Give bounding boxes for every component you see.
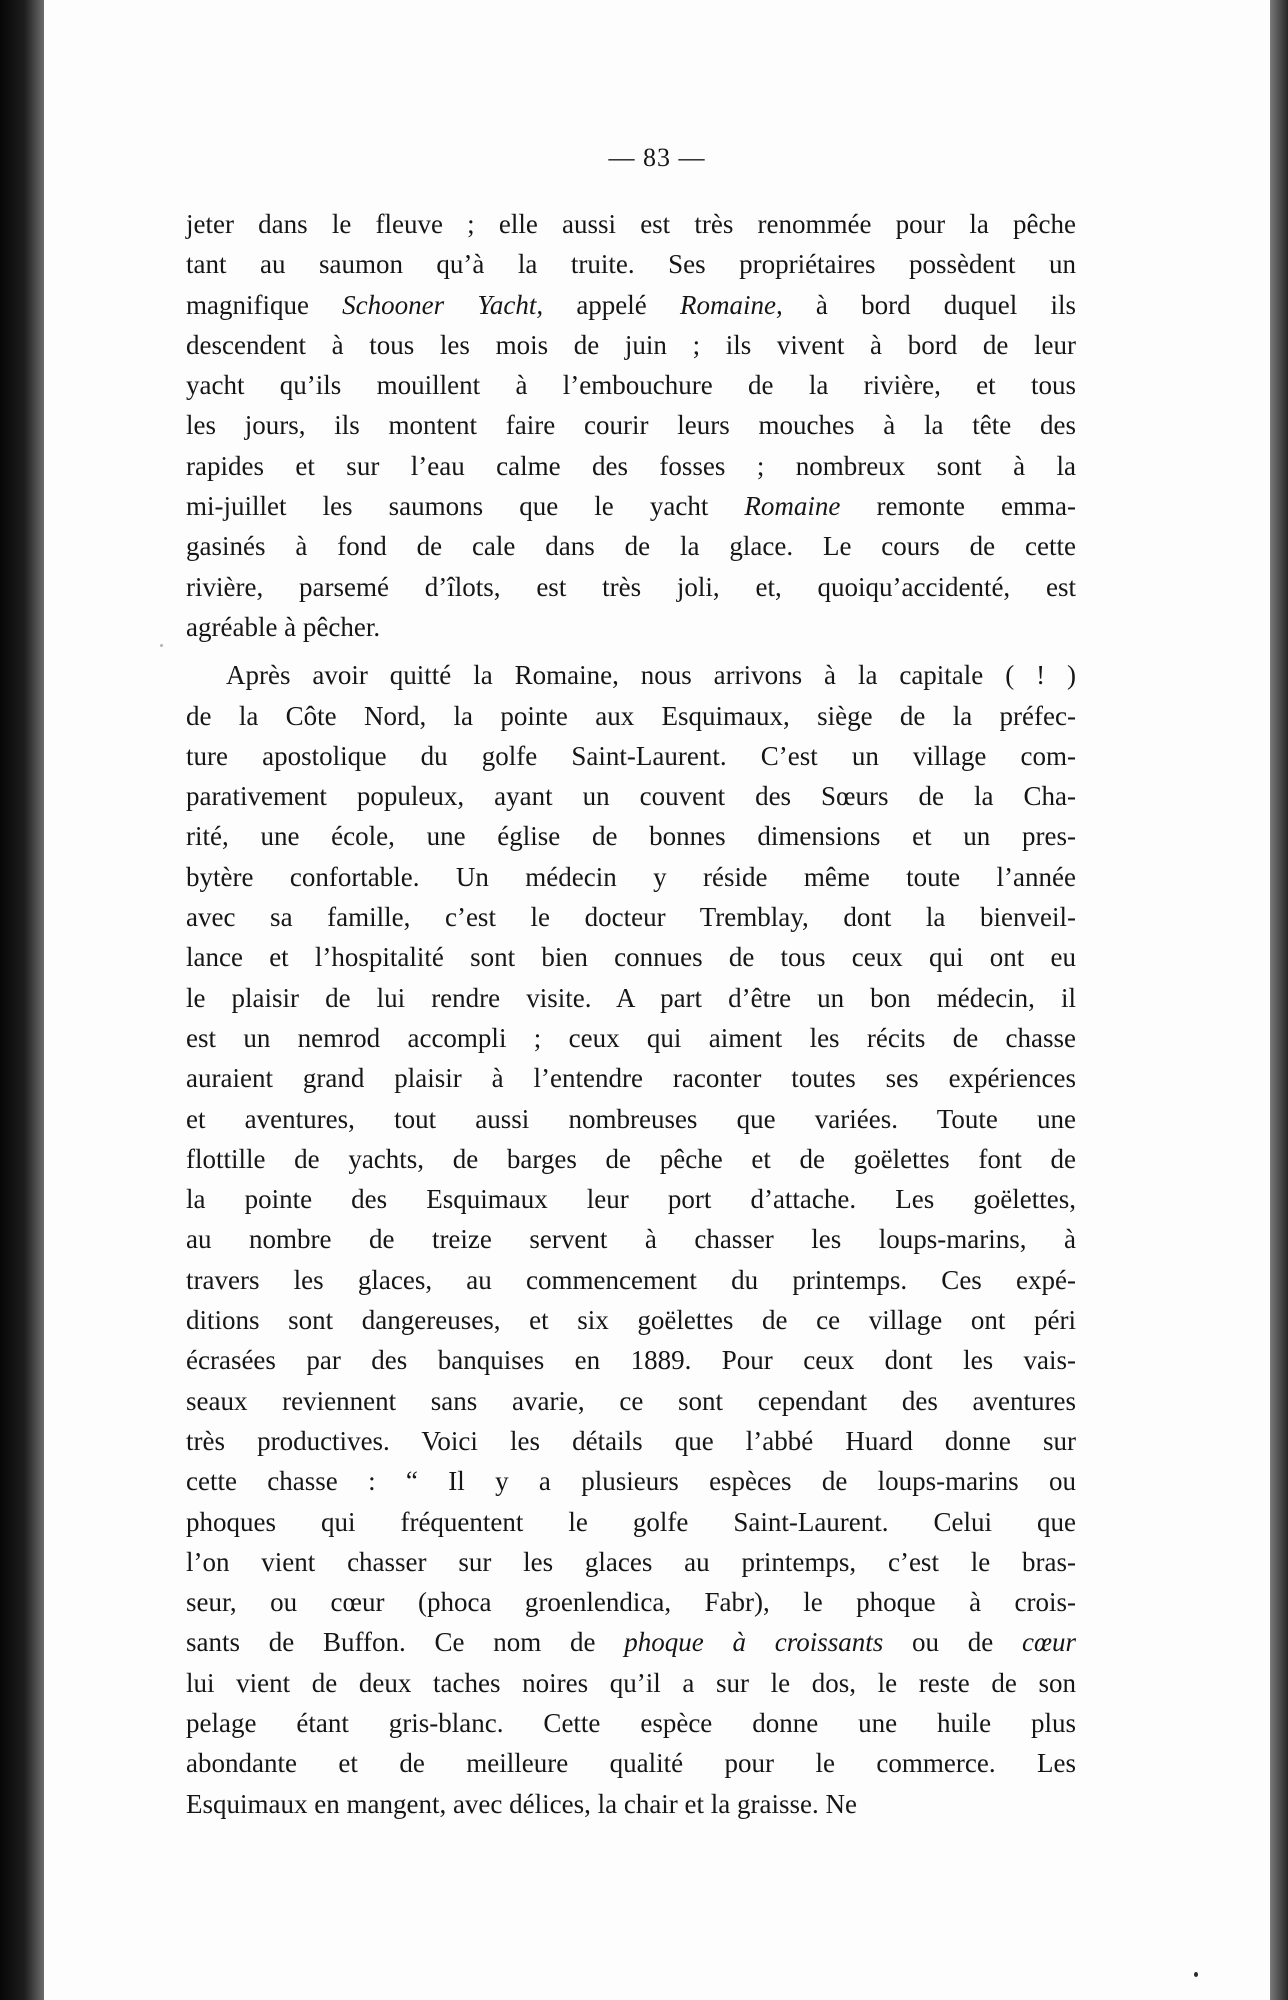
text-run: flottille de yachts, de barges de pêche et de goëlettes font de	[186, 1143, 1076, 1174]
text-run: seur, ou cœur (phoca groenlendica, Fabr), le phoque à crois-	[186, 1587, 1076, 1618]
text-line	[186, 1622, 1076, 1662]
text-run: au nombre de treize servent à chasser les loups-marins, à	[186, 1224, 1076, 1255]
text-line	[186, 446, 1076, 486]
text-run: rivière, parsemé d’îlots, est très joli, et, quoiqu’accidenté, est	[186, 571, 1076, 602]
text-run: Esquimaux en mangent, avec délices, la chair et la graisse. Ne	[186, 1788, 857, 1819]
text-line	[186, 1703, 1076, 1743]
text-line	[186, 1542, 1076, 1582]
italic-text-run: Schooner Yacht,	[342, 289, 544, 320]
text-line	[186, 897, 1076, 937]
text-line	[186, 736, 1076, 776]
text-run: pelage étant gris-blanc. Cette espèce donne une huile plus	[186, 1707, 1076, 1738]
text-line	[186, 655, 1076, 695]
text-line	[186, 285, 1076, 325]
scan-right-edge	[1270, 0, 1288, 2000]
text-line	[186, 244, 1076, 284]
text-run: la pointe des Esquimaux leur port d’attache. Les goëlettes,	[186, 1184, 1076, 1215]
text-line	[186, 1340, 1076, 1380]
text-line	[186, 857, 1076, 897]
text-line	[186, 1663, 1076, 1703]
italic-text-run: Romaine	[744, 491, 841, 522]
text-line	[186, 696, 1076, 736]
text-run: lui vient de deux taches noires qu’il a sur le dos, le reste de son	[186, 1667, 1076, 1698]
text-run: cette chasse : “ Il y a plusieurs espèces de loups-marins ou	[186, 1466, 1076, 1497]
text-line	[186, 1018, 1076, 1058]
text-run: ou de	[883, 1627, 1023, 1658]
text-line	[186, 978, 1076, 1018]
text-run: tant au saumon qu’à la truite. Ses propriétaires possèdent un	[186, 249, 1076, 280]
scan-left-edge	[0, 0, 44, 2000]
text-run: gasinés à fond de cale dans de la glace. Le cours de cette	[186, 531, 1076, 562]
text-line	[186, 526, 1076, 566]
text-run: sants de Buffon. Ce nom de	[186, 1627, 625, 1658]
text-run: yacht qu’ils mouillent à l’embouchure de la rivière, et tous	[186, 370, 1076, 401]
text-run: l’on vient chasser sur les glaces au printemps, c’est le bras-	[186, 1546, 1076, 1577]
text-run: auraient grand plaisir à l’entendre raconter toutes ses expériences	[186, 1063, 1076, 1094]
text-line	[186, 1502, 1076, 1542]
text-run: est un nemrod accompli ; ceux qui aiment les récits de chasse	[186, 1022, 1076, 1053]
text-line	[186, 1139, 1076, 1179]
text-line	[186, 1381, 1076, 1421]
page-number: — 83 —	[608, 143, 706, 172]
text-run: bytère confortable. Un médecin y réside même toute l’année	[186, 861, 1076, 892]
text-run: descendent à tous les mois de juin ; ils vivent à bord de leur	[186, 329, 1076, 360]
text-run: le plaisir de lui rendre visite. A part d’être un bon médecin, il	[186, 982, 1076, 1013]
text-line	[186, 325, 1076, 365]
italic-text-run: cœur	[1022, 1627, 1077, 1658]
text-line	[186, 1300, 1076, 1340]
text-run: appelé	[543, 289, 680, 320]
text-run: ture apostolique du golfe Saint-Laurent. C’est un village com-	[186, 740, 1076, 771]
text-run: avec sa famille, c’est le docteur Tremblay, dont la bienveil-	[186, 902, 1076, 933]
text-run: rité, une école, une église de bonnes dimensions et un pres-	[186, 821, 1076, 852]
text-run: et aventures, tout aussi nombreuses que variées. Toute une	[186, 1103, 1076, 1134]
text-line	[186, 937, 1076, 977]
text-line	[186, 1099, 1076, 1139]
text-line	[186, 1784, 1076, 1824]
text-line	[186, 365, 1076, 405]
text-line	[186, 1582, 1076, 1622]
book-page	[44, 0, 1270, 2000]
text-run: remonte emma-	[840, 491, 1076, 522]
text-line	[186, 1219, 1076, 1259]
text-line	[186, 204, 1076, 244]
text-line	[186, 1179, 1076, 1219]
text-run: Après avoir quitté la Romaine, nous arrivons à la capitale ( ! )	[226, 660, 1076, 691]
text-line	[186, 776, 1076, 816]
italic-text-run: Romaine,	[679, 289, 783, 320]
text-run: agréable à pêcher.	[186, 611, 381, 642]
text-line	[186, 567, 1076, 607]
text-line	[186, 405, 1076, 445]
scan-speck	[1194, 1972, 1198, 1977]
text-run: seaux reviennent sans avarie, ce sont cependant des aventures	[186, 1385, 1076, 1416]
text-run: phoques qui fréquentent le golfe Saint-Laurent. Celui que	[186, 1506, 1076, 1537]
text-run: à bord duquel ils	[782, 289, 1076, 320]
italic-text-run: phoque à croissants	[624, 1627, 884, 1658]
text-run: ditions sont dangereuses, et six goëlettes de ce village ont péri	[186, 1305, 1076, 1336]
text-run: abondante et de meilleure qualité pour le commerce. Les	[186, 1748, 1076, 1779]
text-run: de la Côte Nord, la pointe aux Esquimaux, siège de la préfec-	[186, 700, 1076, 731]
text-run: écrasées par des banquises en 1889. Pour ceux dont les vais-	[186, 1345, 1076, 1376]
text-run: parativement populeux, ayant un couvent des Sœurs de la Cha-	[186, 781, 1076, 812]
paragraph-gap	[186, 647, 1076, 655]
body-text	[186, 204, 1076, 1824]
text-run: les jours, ils montent faire courir leurs mouches à la tête des	[186, 410, 1076, 441]
text-line	[186, 816, 1076, 856]
text-line	[186, 1461, 1076, 1501]
text-line	[186, 1058, 1076, 1098]
text-run: jeter dans le fleuve ; elle aussi est très renommée pour la pêche	[186, 209, 1076, 239]
text-line	[186, 1260, 1076, 1300]
text-run: magnifique	[186, 289, 343, 320]
text-run: lance et l’hospitalité sont bien connues de tous ceux qui ont eu	[186, 942, 1076, 973]
text-run: travers les glaces, au commencement du printemps. Ces expé-	[186, 1264, 1076, 1295]
text-line	[186, 1421, 1076, 1461]
text-line	[186, 607, 1076, 647]
scan-speck	[160, 644, 163, 647]
text-line	[186, 1743, 1076, 1783]
text-run: mi-juillet les saumons que le yacht	[186, 491, 745, 522]
text-run: très productives. Voici les détails que l’abbé Huard donne sur	[186, 1425, 1076, 1456]
text-line	[186, 486, 1076, 526]
text-run: rapides et sur l’eau calme des fosses ; nombreux sont à la	[186, 450, 1076, 481]
